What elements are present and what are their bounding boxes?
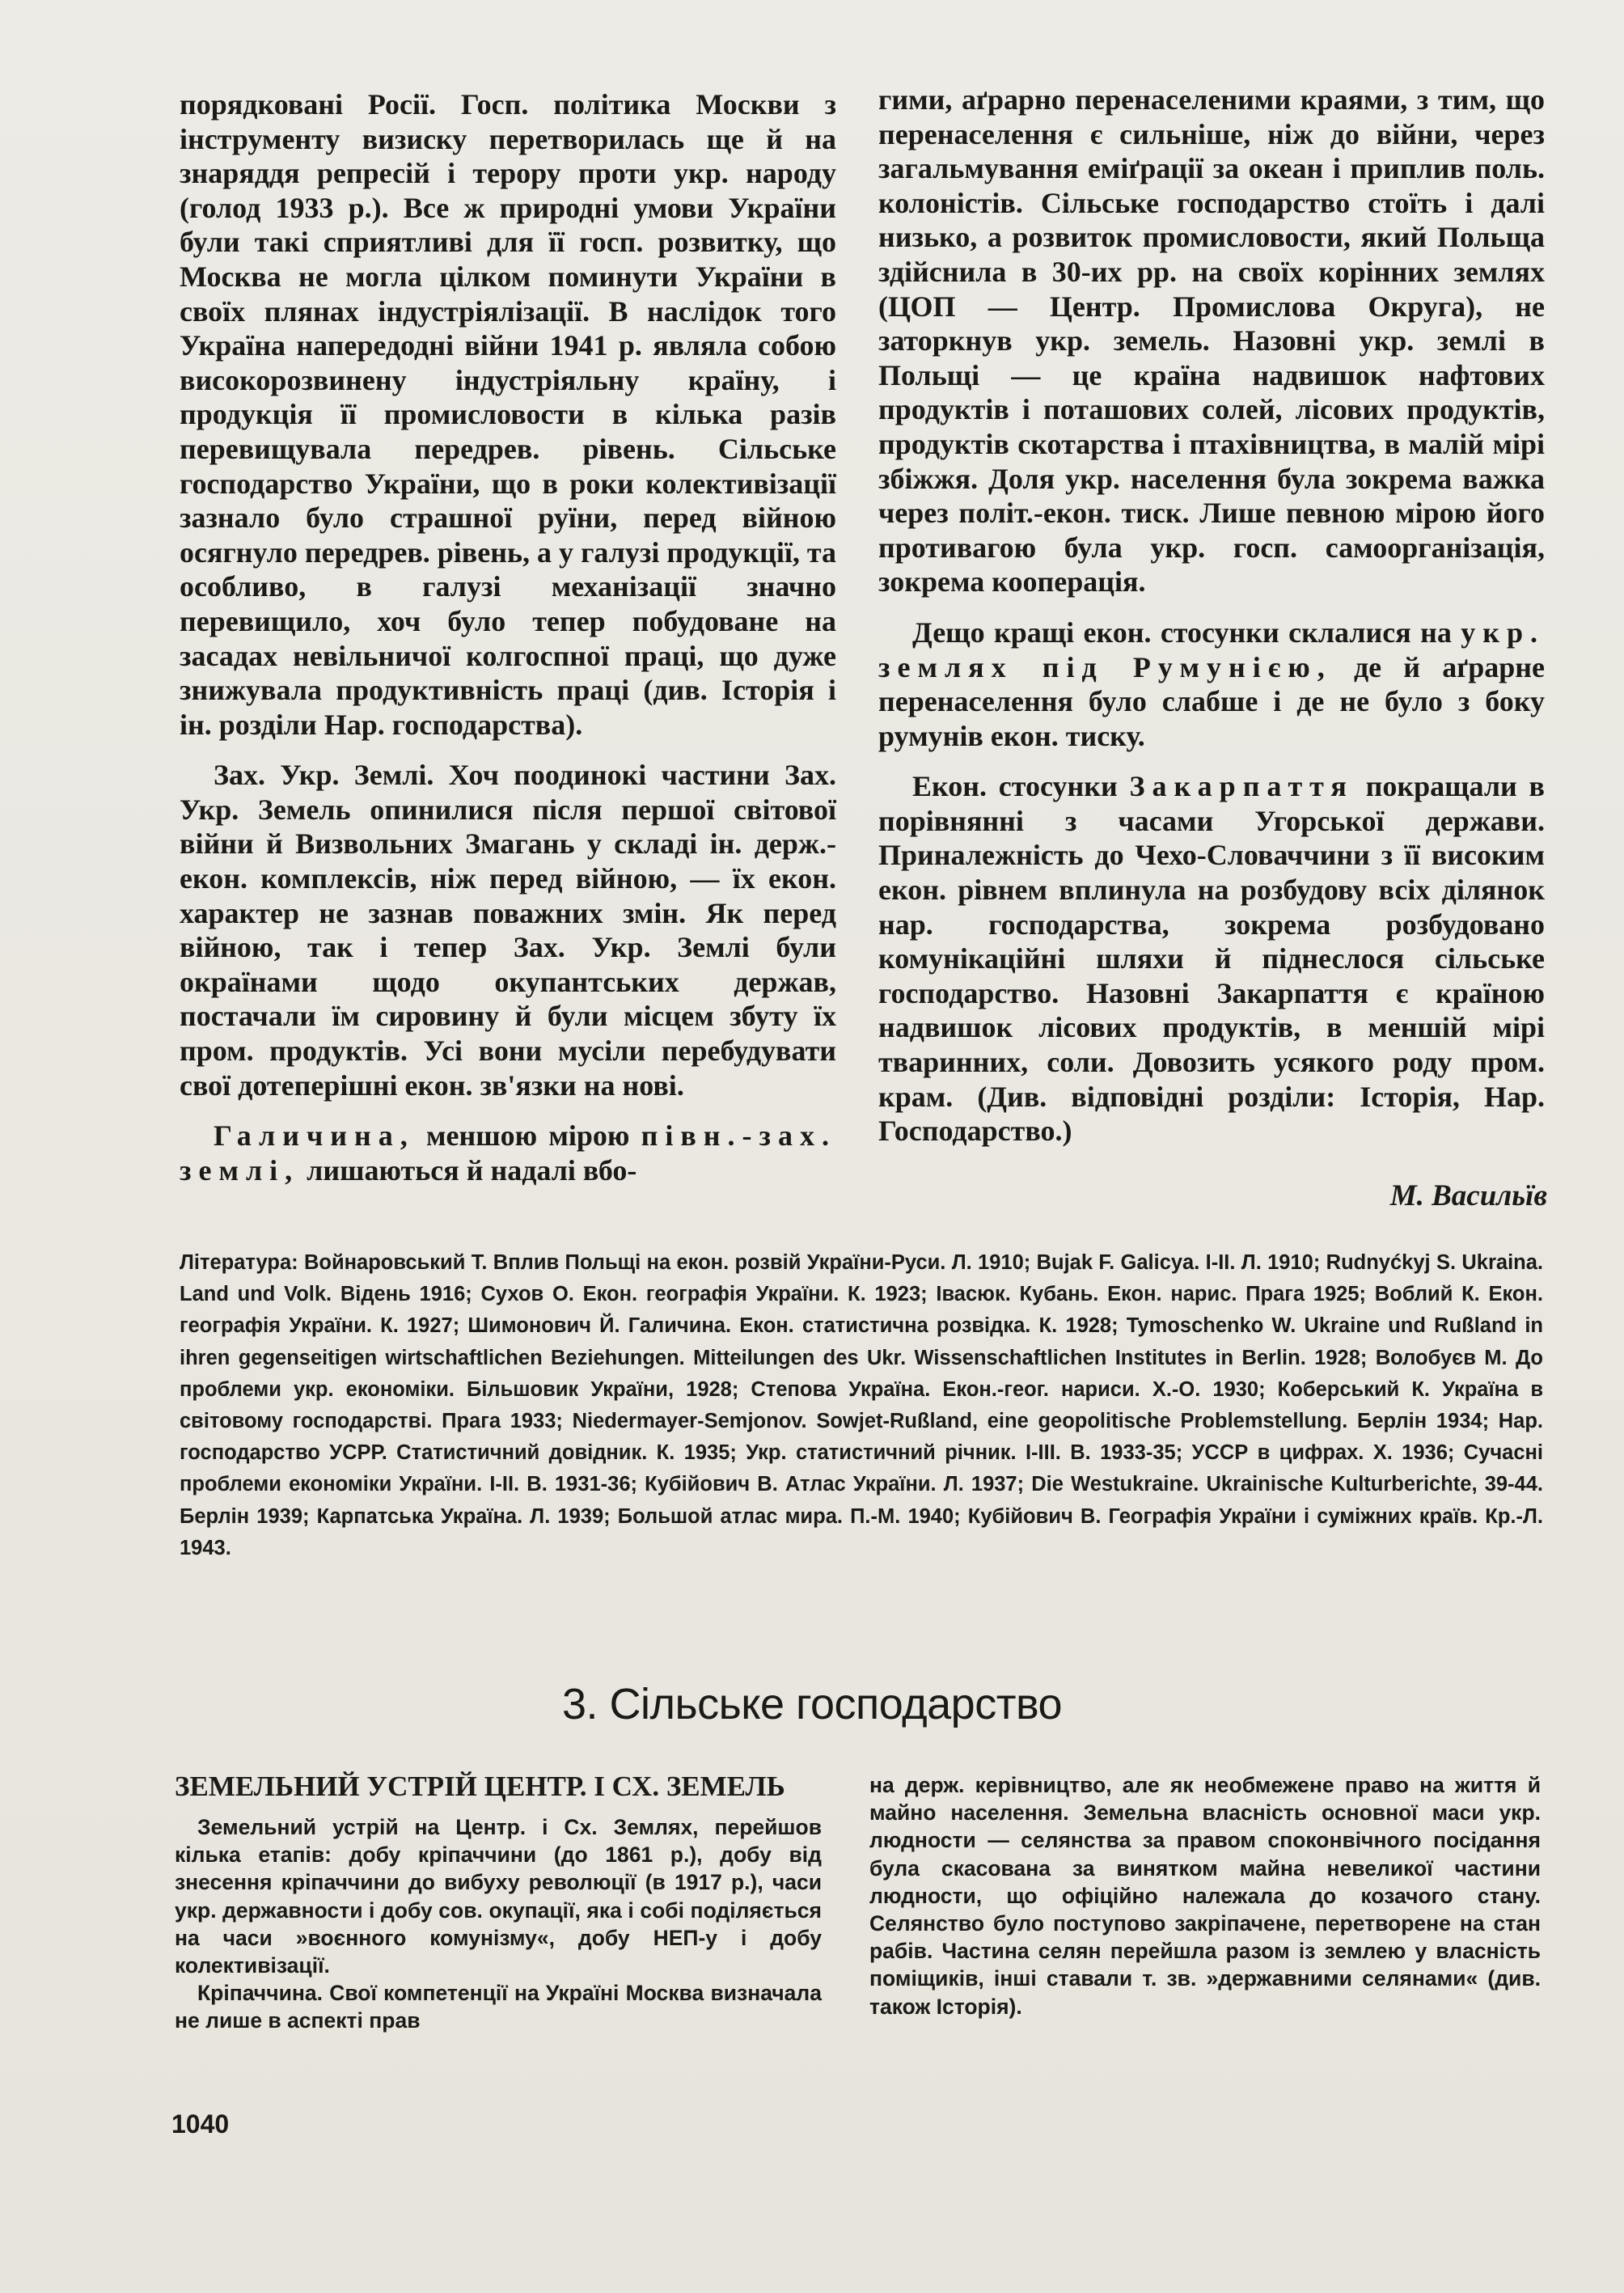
paragraph <box>180 758 836 1102</box>
paragraph-text: меншою мірою <box>414 1119 641 1153</box>
paragraph-text: лишаються й надалі вбо- <box>299 1153 637 1187</box>
subsection-heading: ЗЕМЕЛЬНИЙ УСТРІЙ ЦЕНТР. І СХ. ЗЕМЕЛЬ <box>175 1771 785 1802</box>
paragraph: на держ. керівництво, але як необмежене право на життя й майно населення. Земельна власність основної маси укр. людности — селянства за правом споконвічного посідання була скасована за винятком майна невеликої частини людности, що офіційно належала до козачого стану. Селянство було поступово закріпачене, перетворене на стан рабів. Частина селян перейшла разом із землею у власність поміщиків, інші ставали т. зв. »державними селянами« (див. також Історія). <box>869 1773 1541 2019</box>
paragraph-text: покращали в порівнянні з часами Угорської держави. Приналежність до Чехо-Словаччини з її високим екон. рівнем вплинула на розбудову всіх ділянок нар. господарства, зокрема розбудовано комунікаційні шляхи й піднеслося сільське господарство. Назовні Закарпаття є країною надвишок лісових продуктів, в меншій мірі тваринних, соли. Довозить усякого роду пром. крам. (Див. відповідні розділи: Історія, Нар. Господарство.) <box>878 770 1545 1148</box>
paragraph-text: Екон. стосунки <box>912 770 1130 803</box>
paragraph: гими, аґрарно перенаселеними краями, з тим, що перенаселення є сильніше, ніж до війни, через загальмування еміґрації за океан і приплив поль. колоністів. Сільське господарство стоїть і далі низько, а розвиток промисловости, який Польща здійснила в 30-их рр. на своїх корінних землях (ЦОП — Центр. Промислова Округа), не заторкнув укр. земель. Назовні укр. землі в Польщі — це країна надвишок нафтових продуктів і поташових солей, лісових продуктів, продуктів скотарства і птахівництва, в малій мірі збіжжя. Доля укр. населення була зокрема важка через політ.-екон. тиск. Лише певною мірою його противагою була укр. госп. самоорганізація, зокрема кооперація. <box>878 83 1545 599</box>
paragraph <box>878 769 1545 1149</box>
spaced-term: укр. землях під Румунією, <box>878 616 1545 683</box>
right-column <box>878 82 1545 1149</box>
paragraph <box>180 1119 836 1187</box>
bibliography-label: Література: <box>180 1251 298 1274</box>
run-in-heading: Кріпаччина. <box>197 1981 323 2006</box>
author-signature: М. Васильїв <box>1389 1179 1547 1212</box>
spaced-term: Галичина, <box>214 1119 415 1153</box>
paragraph <box>175 1979 822 2034</box>
section-right-column <box>869 1771 1541 2020</box>
section-title: 3. Сільське господарство <box>561 1680 1063 1728</box>
paragraph: порядковані Росії. Госп. політика Москви з інструменту визиску перетворилась ще й на знаряддя репресій і терору проти укр. народу (голод 1933 р.). Все ж природні умови України були такі сприятливі для її госп. розвитку, що Москва не могла цілком поминути України в своїх плянах індустріялізації. В наслідок того Україна напередодні війни 1941 р. являла собою високорозвинену індустріяльну країну, і продукція її промисловости в кілька разів перевищувала передрев. рівень. Сільське господарство України, що в роки колективізації зазнало було страшної руїни, перед війною осягнуло передрев. рівень, а у галузі продукції, та особливо, в галузі механізації значно перевищило, хоч було тепер побудоване на засадах невільничої колгоспної праці, що дуже знижувала продуктивність праці (див. Історія і ін. розділи Нар. господарства). <box>180 88 836 741</box>
left-column <box>180 87 836 1187</box>
spaced-term: Закарпаття <box>1129 770 1354 803</box>
paragraph-text: Дещо кращі екон. стосунки склалися на <box>912 616 1461 649</box>
paragraph-text: Свої компетенції на Україні Москва визначала не лише в аспекті прав <box>175 1981 822 2033</box>
spaced-term: півн.-зах. землі, <box>180 1119 836 1187</box>
paragraph <box>878 616 1545 753</box>
bibliography <box>180 1247 1543 1564</box>
paragraph-text: де й аґрарне перенаселення було слабше і де не було з боку румунів екон. тиску. <box>878 650 1545 752</box>
section-left-column <box>175 1771 822 2035</box>
paragraph: Земельний устрій на Центр. і Сх. Землях, перейшов кілька етапів: добу кріпаччини (до 1861 р.), добу від знесення кріпаччини до вибуху революції (в 1917 р.), часи укр. державности і добу сов. окупації, яка і собі поділяється на часи »воєнного комунізму«, добу НЕП-у і добу колективізації. <box>175 1815 822 1978</box>
paragraph-text: Хоч поодинокі частини Зах. Укр. Земель опинилися після першої світової війни й Визвольних Змагань у складі ін. держ.-екон. комплексів, ніж перед війною, — їх екон. характер не зазнав поважних змін. Як перед війною, так і тепер Зах. Укр. Землі були окраїнами щодо окупантських держав, постачали їм сировину й були місцем збуту їх пром. продуктів. Усі вони мусіли перебудувати свої дотеперішні екон. зв'язки на нові. <box>180 759 836 1102</box>
bibliography-text: Войнаровський Т. Вплив Польщі на екон. розвій України-Руси. Л. 1910; Bujak F. Galicya. I-II. Л. 1910; Rudnyćkyj S. Ukraina. Land und Volk. Відень 1916; Сухов О. Екон. географія України. К. 1923; Івасюк. Кубань. Екон. нарис. Прага 1925; Воблий К. Екон. географія України. К. 1927; Шимонович Й. Галичина. Екон. статистична розвідка. К. 1928; Tymoschenko W. Ukraine und Rußland in ihren gegenseitigen wirtschaftlichen Beziehungen. Mitteilungen des Ukr. Wissenschaftlichen Institutes in Berlin. 1928; Волобуєв М. До проблеми укр. економіки. Більшовик України, 1928; Степова Україна. Екон.-геог. нариси. Х.-О. 1930; Коберський К. Україна в світовому господарстві. Прага 1933; Niedermayer-Semjonov. Sowjet-Rußland, eine geopolitische Problemstellung. Берлін 1934; Нар. господарство УСРР. Статистичний довідник. К. 1935; Укр. статистичний річник. I-III. В. 1933-35; УССР в цифрах. Х. 1936; Сучасні проблеми економіки України. I-II. В. 1931-36; Кубійович В. Атлас України. Л. 1937; Die Westukraine. Ukrainische Kulturberichte, 39-44. Берлін 1939; Карпатська Україна. Л. 1939; Большой атлас мира. П.-М. 1940; Кубійович В. Географія України і суміжних країв. Кр.-Л. 1943. <box>180 1251 1543 1559</box>
page-number: 1040 <box>171 2109 230 2139</box>
run-in-heading: Зах. Укр. Землі. <box>214 759 434 792</box>
